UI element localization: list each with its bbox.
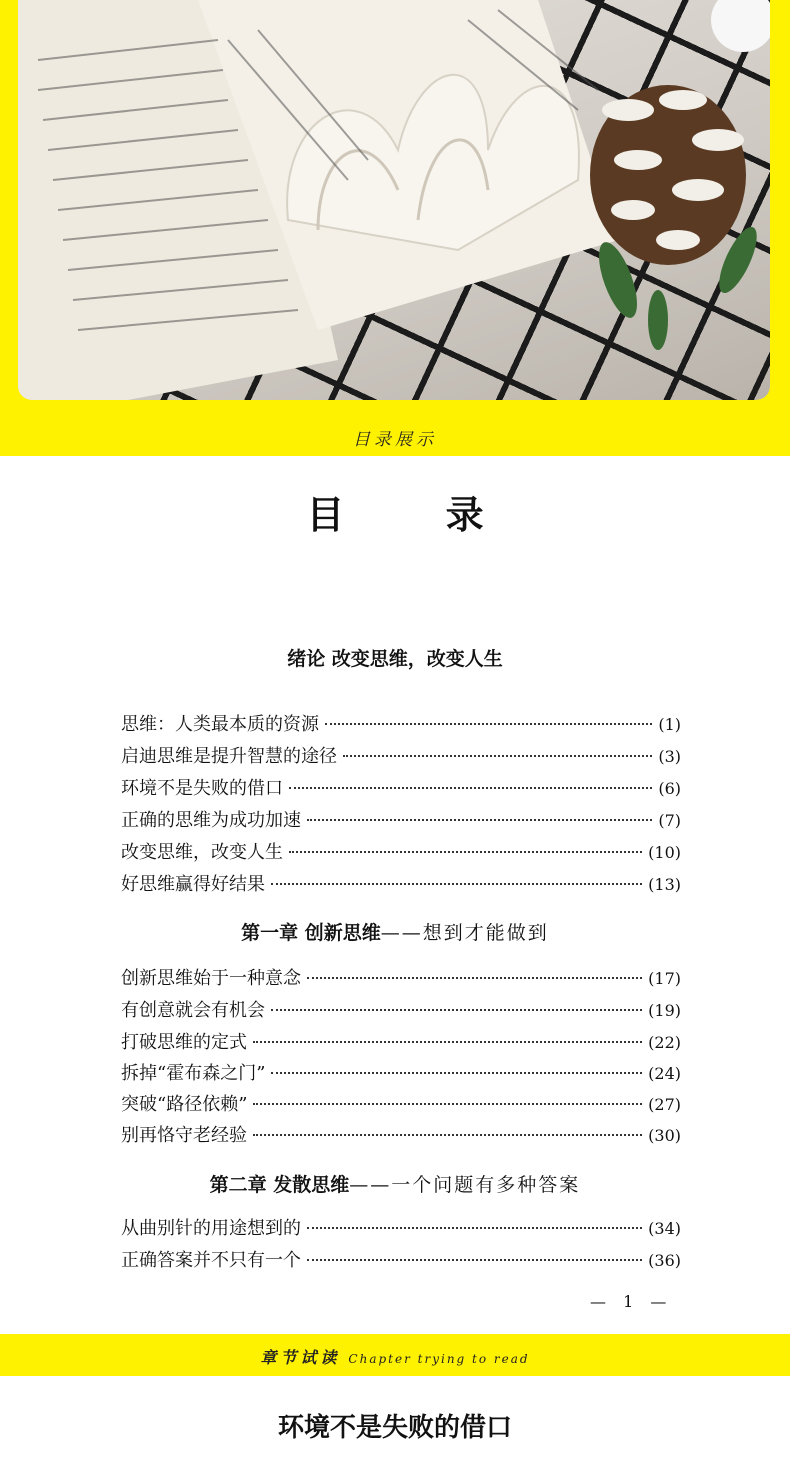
toc-entry-title: 打破思维的定式 — [121, 1032, 247, 1053]
toc-entry-page: (24) — [648, 1064, 681, 1083]
chapter2-heading — [0, 1170, 790, 1197]
toc-entry — [121, 838, 681, 866]
chapter-trial-label-en: Chapter trying to read — [348, 1352, 530, 1366]
leader-dots — [289, 787, 652, 789]
toc-entry-title: 正确答案并不只有一个 — [121, 1250, 301, 1271]
toc-entry-title: 创新思维始于一种意念 — [121, 968, 301, 989]
toc-entry-page: (1) — [658, 715, 681, 734]
toc-entry — [121, 964, 681, 992]
chapter-trial-banner — [0, 1334, 790, 1376]
toc-entry-page: (22) — [648, 1033, 681, 1052]
toc-entry-page: (27) — [648, 1095, 681, 1114]
leader-dots — [307, 977, 642, 979]
chapter1-subtitle: ——想到才能做到 — [380, 922, 549, 944]
chapter-trial-label: 章节试读 — [260, 1348, 341, 1367]
toc-title: 目 录 — [306, 492, 528, 537]
toc-entry-title: 从曲别针的用途想到的 — [121, 1218, 301, 1239]
toc-entry-page: (17) — [648, 969, 681, 988]
leader-dots — [289, 851, 642, 853]
chapter1-heading — [0, 918, 790, 945]
toc-entry — [121, 1028, 681, 1056]
toc-entry — [121, 1214, 681, 1242]
toc-page — [0, 456, 790, 1334]
toc-entry-page: (36) — [648, 1251, 681, 1270]
toc-entry — [121, 1246, 681, 1274]
toc-entry-title: 有创意就会有机会 — [121, 1000, 265, 1021]
leader-dots — [307, 819, 652, 821]
toc-entry-title: 好思维赢得好结果 — [121, 874, 265, 895]
toc-entry — [121, 996, 681, 1024]
toc-display-label: 目录展示 — [353, 430, 437, 450]
leader-dots — [271, 1072, 642, 1074]
leader-dots — [343, 755, 652, 757]
toc-entry-title: 启迪思维是提升智慧的途径 — [121, 746, 337, 767]
chapter1-title: 第一章 创新思维 — [241, 922, 381, 944]
toc-entry-title: 环境不是失败的借口 — [121, 778, 283, 799]
toc-entry-title: 改变思维，改变人生 — [121, 842, 283, 863]
intro-heading: 绪论 改变思维，改变人生 — [287, 648, 503, 670]
book-photo — [18, 0, 770, 400]
toc-entry — [121, 1121, 681, 1149]
leader-dots — [253, 1134, 642, 1136]
toc-entry-title: 拆掉“霍布森之门” — [121, 1063, 266, 1084]
toc-entry-page: (30) — [648, 1126, 681, 1145]
top-banner — [0, 0, 790, 456]
chapter2-subtitle: ——一个问题有多种答案 — [349, 1174, 581, 1196]
toc-entry — [121, 1090, 681, 1118]
leader-dots — [271, 883, 642, 885]
toc-entry-title: 突破“路径依赖” — [121, 1094, 248, 1115]
leader-dots — [253, 1103, 642, 1105]
leader-dots — [271, 1009, 642, 1011]
leader-dots — [307, 1259, 642, 1261]
leader-dots — [307, 1227, 642, 1229]
toc-entry-page: (13) — [648, 875, 681, 894]
book-illustration — [18, 0, 770, 400]
toc-entry — [121, 710, 681, 738]
toc-entry-page: (6) — [658, 779, 681, 798]
preview-title: 环境不是失败的借口 — [277, 1413, 512, 1443]
toc-entry — [121, 806, 681, 834]
toc-entry — [121, 870, 681, 898]
toc-entry-title: 思维：人类最本质的资源 — [121, 714, 319, 735]
chapter2-title: 第二章 发散思维 — [209, 1174, 350, 1196]
toc-entry — [121, 774, 681, 802]
toc-entry-title: 别再恪守老经验 — [121, 1125, 247, 1146]
toc-entry — [121, 1059, 681, 1087]
toc-entry — [121, 742, 681, 770]
toc-entry-page: (10) — [648, 843, 681, 862]
leader-dots — [325, 723, 652, 725]
page-number: — 1 — — [590, 1292, 673, 1311]
toc-entry-page: (34) — [648, 1219, 681, 1238]
toc-entry-page: (19) — [648, 1001, 681, 1020]
toc-entry-title: 正确的思维为成功加速 — [121, 810, 301, 831]
toc-entry-page: (7) — [658, 811, 681, 830]
toc-entry-page: (3) — [658, 747, 681, 766]
leader-dots — [253, 1041, 642, 1043]
